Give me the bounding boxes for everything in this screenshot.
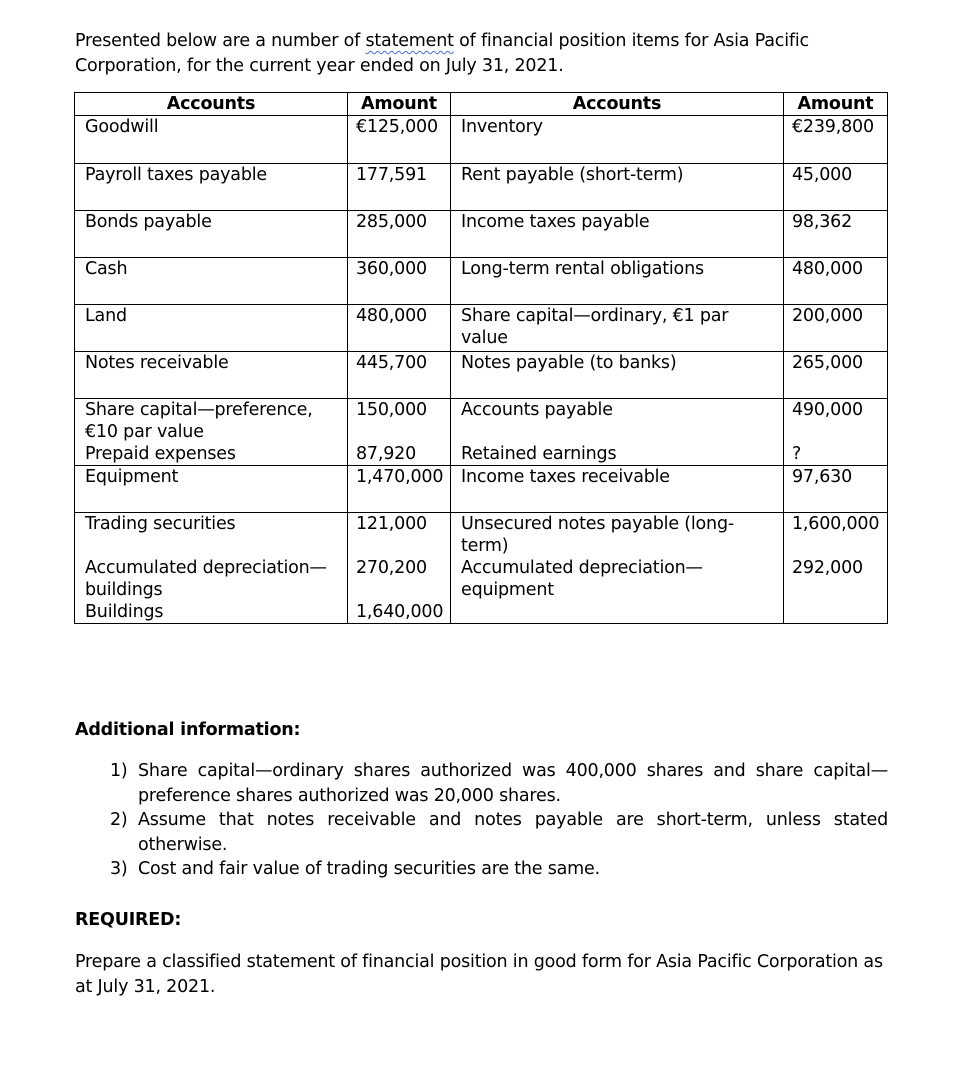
left-amount-cell [348, 513, 451, 624]
cell-line: equipment [461, 580, 554, 600]
cell-line: Trading securities [85, 514, 236, 534]
header-amount-right: Amount [784, 93, 888, 116]
right-amount-cell [784, 352, 888, 399]
left-amount-cell [348, 352, 451, 399]
cell-line: 1,600,000 [792, 514, 880, 534]
header-amount-left: Amount [348, 93, 451, 116]
left-account-cell [75, 116, 348, 164]
required-heading: REQUIRED: [75, 910, 182, 930]
cell-line: 98,362 [792, 212, 853, 232]
cell-line: Inventory [461, 117, 543, 137]
right-account-cell [451, 211, 784, 258]
list-item [110, 759, 888, 808]
cell-line: €125,000 [356, 117, 438, 137]
table-row [75, 352, 888, 399]
cell-line: Retained earnings [461, 444, 617, 464]
list-item-number: 2) [110, 810, 128, 830]
table-row [75, 513, 888, 624]
cell-line: ? [792, 444, 802, 464]
cell-line: Cash [85, 259, 128, 279]
right-account-cell [451, 305, 784, 352]
cell-line: 360,000 [356, 259, 427, 279]
cell-line [356, 579, 448, 601]
cell-line: 270,200 [356, 558, 427, 578]
right-account-cell [451, 164, 784, 211]
additional-info-heading: Additional information: [75, 720, 301, 740]
left-account-cell [75, 164, 348, 211]
cell-line: 480,000 [792, 259, 863, 279]
cell-line [461, 421, 779, 443]
cell-line: Share capital—preference, [85, 400, 313, 420]
left-account-cell [75, 211, 348, 258]
cell-line: term) [461, 536, 509, 556]
cell-line: 490,000 [792, 400, 863, 420]
cell-line: 285,000 [356, 212, 427, 232]
required-text: Prepare a classified statement of financial position in good form for Asia Pacific Corporation as at July 31, 2021. [75, 952, 883, 997]
list-item [110, 808, 888, 857]
table-row [75, 258, 888, 305]
cell-line [356, 421, 448, 443]
cell-line: 480,000 [356, 306, 427, 326]
table-body [75, 116, 888, 624]
cell-line [792, 421, 885, 443]
right-amount-cell [784, 466, 888, 513]
cell-line: Prepaid expenses [85, 444, 236, 464]
cell-line: 121,000 [356, 514, 427, 534]
right-amount-cell [784, 116, 888, 164]
table-row [75, 466, 888, 513]
cell-line: 1,640,000 [356, 602, 444, 622]
cell-line: 45,000 [792, 165, 853, 185]
table-row [75, 399, 888, 466]
cell-line: Accumulated depreciation— [85, 558, 327, 578]
cell-line: Equipment [85, 467, 179, 487]
left-account-cell [75, 466, 348, 513]
cell-line [356, 535, 448, 557]
cell-line: 97,630 [792, 467, 853, 487]
list-item-text: Cost and fair value of trading securities are the same. [138, 859, 600, 879]
right-account-cell [451, 513, 784, 624]
cell-line: Payroll taxes payable [85, 165, 267, 185]
table-header-row [75, 93, 888, 116]
left-amount-cell [348, 466, 451, 513]
cell-line: 150,000 [356, 400, 427, 420]
cell-line: 177,591 [356, 165, 427, 185]
left-account-cell [75, 305, 348, 352]
cell-line: €10 par value [85, 422, 204, 442]
cell-line: Long-term rental obligations [461, 259, 704, 279]
table-row [75, 305, 888, 352]
cell-line: Unsecured notes payable (long- [461, 514, 734, 534]
header-accounts-left: Accounts [75, 93, 348, 116]
list-item-text: Assume that notes receivable and notes payable are short-term, unless stated otherwise. [138, 810, 888, 855]
left-account-cell [75, 513, 348, 624]
left-amount-cell [348, 211, 451, 258]
cell-line [792, 535, 885, 557]
header-accounts-right: Accounts [451, 93, 784, 116]
left-account-cell [75, 399, 348, 466]
right-amount-cell [784, 399, 888, 466]
cell-line: Goodwill [85, 117, 159, 137]
intro-text-before: Presented below are a number of [75, 31, 366, 51]
left-account-cell [75, 352, 348, 399]
cell-line: 445,700 [356, 353, 427, 373]
left-amount-cell [348, 258, 451, 305]
right-amount-cell [784, 164, 888, 211]
cell-line [792, 601, 885, 623]
cell-line: Notes payable (to banks) [461, 353, 677, 373]
cell-line: 265,000 [792, 353, 863, 373]
table-row [75, 116, 888, 164]
accounts-table [74, 92, 888, 624]
right-account-cell [451, 399, 784, 466]
cell-line: 1,470,000 [356, 467, 444, 487]
right-amount-cell [784, 258, 888, 305]
list-item-number: 3) [110, 859, 128, 879]
cell-line: Land [85, 306, 127, 326]
right-amount-cell [784, 513, 888, 624]
cell-line: Accounts payable [461, 400, 613, 420]
cell-line: Share capital—ordinary, €1 par value [461, 306, 729, 348]
list-item-number: 1) [110, 761, 128, 781]
cell-line: Income taxes receivable [461, 467, 670, 487]
cell-line: €239,800 [792, 117, 874, 137]
intro-text-after: of financial position items for Asia Pacific Corporation, for the current year ended on July 31, 2021. [75, 31, 809, 76]
left-amount-cell [348, 305, 451, 352]
cell-line: 87,920 [356, 444, 417, 464]
cell-line [85, 535, 343, 557]
list-item-text: Share capital—ordinary shares authorized was 400,000 shares and share capital—preference shares authorized was 20,000 shares. [138, 761, 888, 806]
cell-line [792, 579, 885, 601]
cell-line: Buildings [85, 602, 164, 622]
cell-line: Notes receivable [85, 353, 229, 373]
additional-info-list [110, 759, 888, 882]
cell-line: buildings [85, 580, 163, 600]
intro-underlined-word: statement [365, 31, 454, 51]
cell-line: Rent payable (short-term) [461, 165, 684, 185]
right-account-cell [451, 466, 784, 513]
table-row [75, 211, 888, 258]
left-amount-cell [348, 399, 451, 466]
cell-line [461, 601, 779, 623]
cell-line: Bonds payable [85, 212, 212, 232]
cell-line: Income taxes payable [461, 212, 650, 232]
intro-paragraph [75, 29, 905, 79]
right-account-cell [451, 116, 784, 164]
list-item [110, 857, 888, 882]
right-amount-cell [784, 305, 888, 352]
left-account-cell [75, 258, 348, 305]
right-account-cell [451, 352, 784, 399]
cell-line: 200,000 [792, 306, 863, 326]
cell-line: 292,000 [792, 558, 863, 578]
table-row [75, 164, 888, 211]
right-amount-cell [784, 211, 888, 258]
left-amount-cell [348, 164, 451, 211]
right-account-cell [451, 258, 784, 305]
left-amount-cell [348, 116, 451, 164]
cell-line: Accumulated depreciation— [461, 558, 703, 578]
